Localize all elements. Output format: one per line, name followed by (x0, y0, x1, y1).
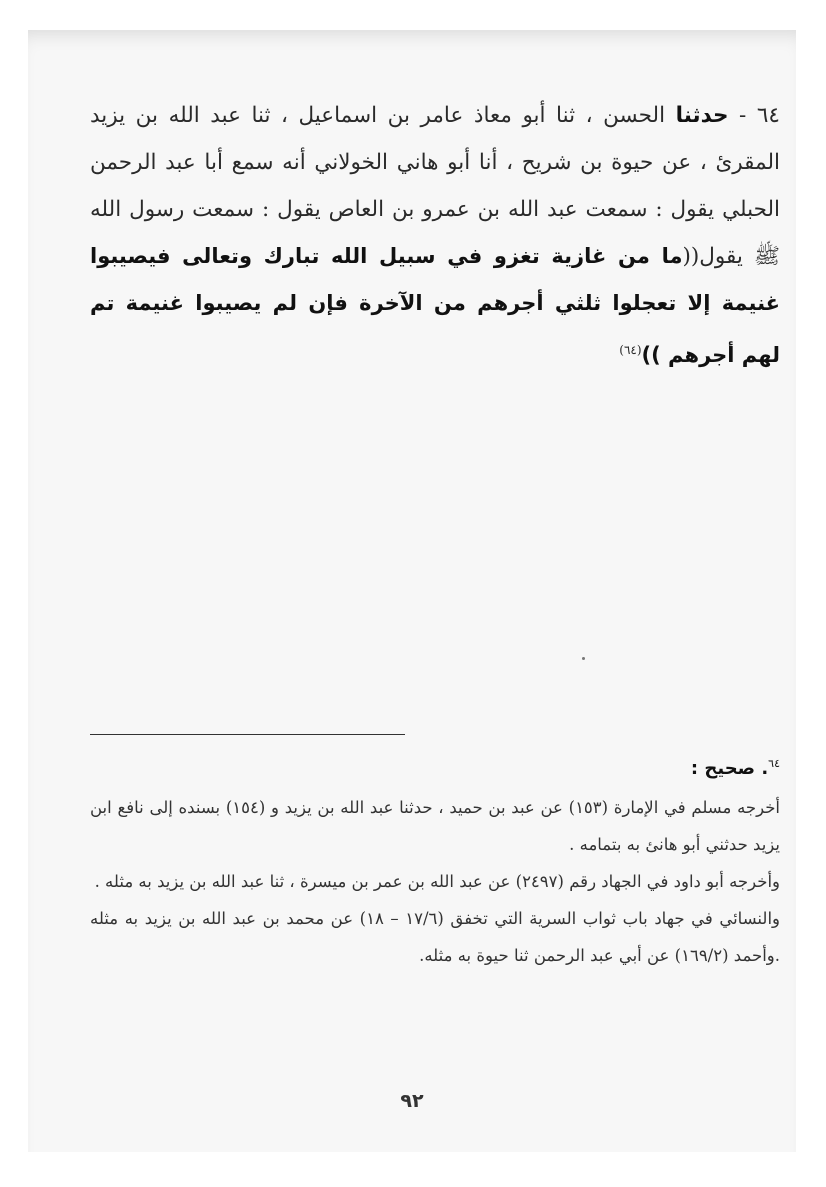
haddathana-word: حدثنا (675, 103, 729, 128)
page-body (90, 92, 780, 1152)
footnote-heading (90, 744, 780, 789)
footnotes (90, 744, 780, 974)
footnote-line: أخرجه مسلم في الإمارة (١٥٣) عن عبد بن حميد ، حدثنا عبد الله بن يزيد و (١٥٤) بسنده إلى نافع ابن يزيد حدثني أبو هانئ به بتمامه . (90, 798, 781, 854)
hadith-matn: ما من غازية تغزو في سبيل الله تبارك وتعالى فيصيبوا غنيمة إلا تعجلوا ثلثي أجرهم من الآخرة فإن لم يصيبوا غنيمة تم لهم أجرهم )) (90, 244, 780, 368)
hadith-isnad: الحسن ، ثنا أبو معاذ عامر بن اسماعيل ، ثنا عبد الله بن يزيد المقرئ ، عن حيوة بن شريح ، أنا أبو هاني الخولاني أنه سمع أبا عبد الرحمن الحبلي يقول : سمعت عبد الله بن عمرو بن العاص يقول : سمعت رسول الله ﷺ يقول(( (90, 103, 781, 269)
scan-speck (582, 657, 585, 660)
footnote-marker: (٦٤) (619, 343, 642, 357)
hadith-number: ٦٤ - (739, 103, 780, 128)
scanned-page (28, 30, 796, 1152)
footnote-line: والنسائي في جهاد باب ثواب السرية التي تخفق (١٧/٦ – ١٨) عن محمد بن عبد الله بن يزيد به مثله .وأحمد (١٦٩/٢) عن أبي عبد الرحمن ثنا حيوة به مثله. (90, 909, 780, 965)
footnote-line: وأخرجه أبو داود في الجهاد رقم (٢٤٩٧) عن عبد الله بن عمر بن ميسرة ، ثنا عبد الله بن يزيد به مثله . (94, 872, 780, 891)
page-number: ٩٢ (400, 1090, 424, 1112)
hadith-text (90, 92, 780, 379)
footnote-separator (90, 734, 405, 735)
footnote-number: ٦٤ (768, 757, 780, 770)
footnote-grade: . صحيح : (690, 758, 769, 779)
